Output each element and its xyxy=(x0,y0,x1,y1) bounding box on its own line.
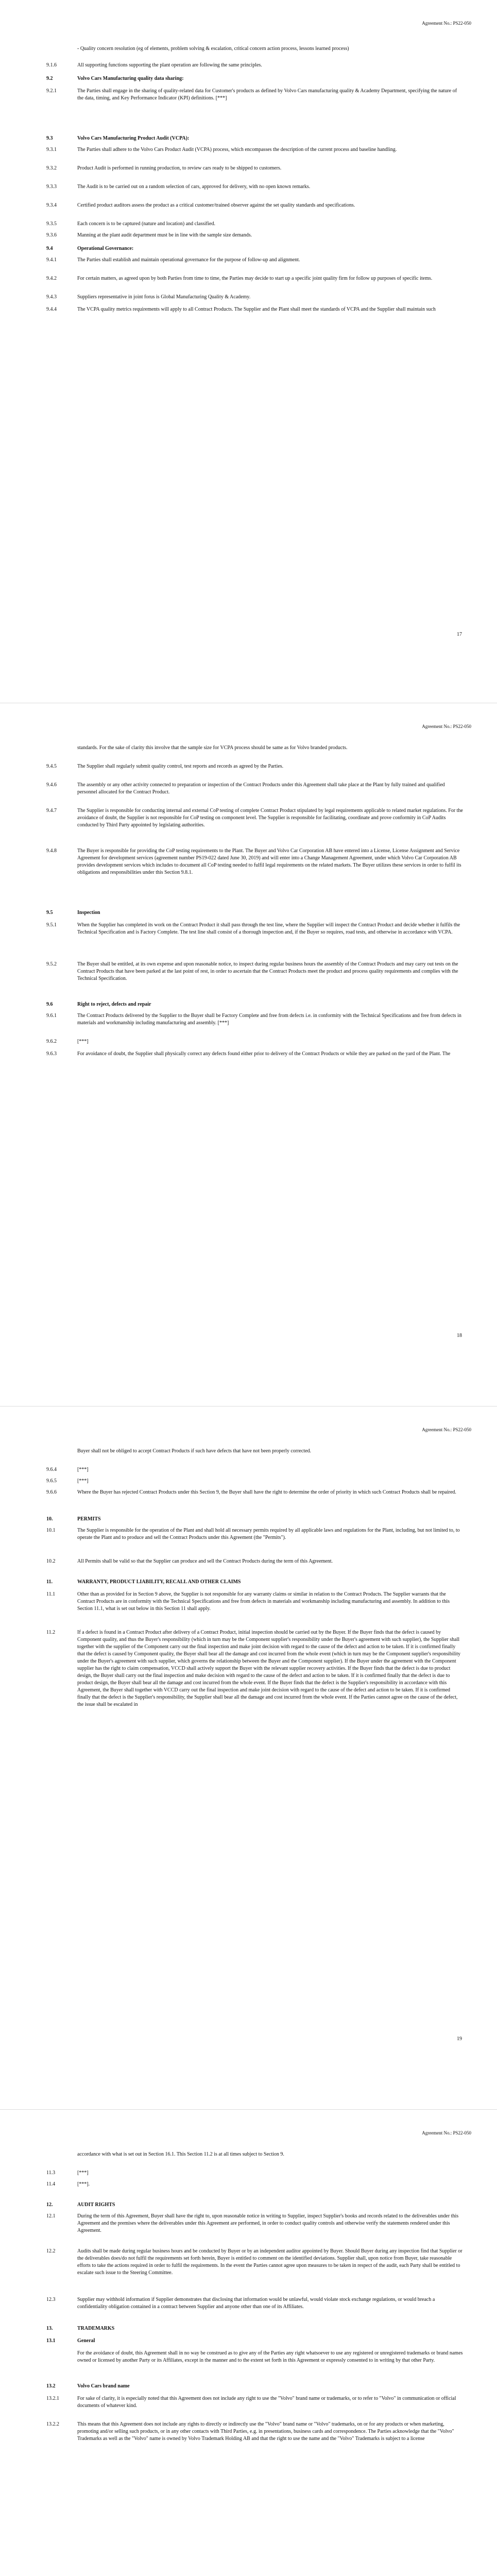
section-number: 9.2.1 xyxy=(46,88,57,94)
section-number: 9.4.4 xyxy=(46,307,57,312)
agreement-number: Agreement No.: PS22-050 xyxy=(422,2130,471,2136)
section-number: 13. xyxy=(46,2326,53,2331)
section-number: 9.3.2 xyxy=(46,165,57,171)
section-text: Other than as provided for in Section 9 above, the Supplier is not responsible for any warranty claims or similar in relation to the Contract Products. The Supplier warrants that the Contract Products are in conformity with the Technical Specifications and free from defects in materials and workmanship including manufacturing and assembly. In addition to this Section 11.1, what is set out below in this Section 11 shall apply. xyxy=(77,1591,450,1612)
section-number: 12. xyxy=(46,2202,53,2208)
section-number: 9.1.6 xyxy=(46,62,57,68)
section-text: Manning at the plant audit department must be in line with the sample size demands. xyxy=(77,232,252,238)
section-number: 12.3 xyxy=(46,2297,56,2302)
section-number: 11. xyxy=(46,1579,53,1585)
section-number: 11.2 xyxy=(46,1630,56,1635)
section-number: 11.1 xyxy=(46,1591,56,1597)
section-text: Certified product auditors assess the product as a critical customer/trained observer against the set quality standards and specifications. xyxy=(77,202,355,208)
section-heading: AUDIT RIGHTS xyxy=(77,2202,115,2208)
section-number: 10.2 xyxy=(46,1558,56,1564)
section-text: Each concern is to be captured (nature and location) and classified. xyxy=(77,221,215,227)
section-number: 9.4.3 xyxy=(46,294,57,300)
section-text: When the Supplier has completed its work on the Contract Product it shall pass through the test line, where the Supplier will inspect the Contract Product and decide whether it fulfils the Technical Specification and is Factory Complete. The test line shall consist of a thorough inspection and, if the Buyer so requires, road tests, and otherwise in accordance with VCPA. xyxy=(77,922,460,935)
section-number: 11.3 xyxy=(46,2170,56,2176)
section-number: 9.6.5 xyxy=(46,1478,57,1484)
section-text: The Parties shall adhere to the Volvo Cars Product Audit (VCPA) process, which encompasses the description of the current process and baseline handling. xyxy=(77,147,397,152)
section-text: Supplier may withhold information if Supplier demonstrates that disclosing that information would be unlawful, would violate stock exchange regulations, or would breach a confidentiality obligation contained in a contract between Supplier and anyone other than one of its Affiliates. xyxy=(77,2297,435,2310)
section-number: 9.6.1 xyxy=(46,1013,57,1019)
document-page-20 xyxy=(0,2110,497,2576)
section-number: 13.2 xyxy=(46,2383,56,2389)
section-text: The Buyer is responsible for providing the CoP testing requirements to the Plant. The Buyer and Volvo Car Corporation AB have entered into a License, License Assignment and Service Agreement for development services (agreement number PS19-022 dated June 30, 2019) and will enter into a Change Management Agreement, under which Volvo Car Corporation AB provides development services which includes to document all CoP testing needed to fulfil legal requirements on the related markets. The Buyer utilizes these services in order to fulfil its obligations and responsibilities under this Section 9.8.1. xyxy=(77,848,461,875)
section-number: 9.4.7 xyxy=(46,808,57,814)
section-text: Suppliers representative in joint forus is Global Manufacturing Quality & Academy. xyxy=(77,294,251,300)
section-number: 9.3.5 xyxy=(46,221,57,227)
section-text: [***] xyxy=(77,1039,89,1044)
section-text: The Supplier is responsible for the operation of the Plant and shall hold all necessary permits required by all applicable laws and regulations for the Plant, including, but not limited to, to operate the Plant and to produce and sell the Contract Products under this Agreement (the "Permits"). xyxy=(77,1528,460,1540)
section-text: The VCPA quality metrics requirements will apply to all Contract Products. The Supplier and the Plant shall meet the standards of VCPA and the Supplier shall maintain such xyxy=(77,307,436,312)
section-heading: TRADEMARKS xyxy=(77,2326,115,2331)
section-heading: WARRANTY, PRODUCT LIABILITY, RECALL AND OTHER CLAIMS xyxy=(77,1579,241,1585)
section-text: For certain matters, as agreed upon by both Parties from time to time, the Parties may decide to start up a specific joint quality firm for follow up purposes of specific items. xyxy=(77,276,433,281)
section-text: The Audit is to be carried out on a random selection of cars, approved for delivery, with no open known remarks. xyxy=(77,184,311,190)
page-number: 19 xyxy=(457,2036,462,2042)
section-text: The Contract Products delivered by the Supplier to the Buyer shall be Factory Complete and free from defects i.e. in conformity with the Technical Specifications and free from defects in materials and workmanship including manufacturing and assembly. [***] xyxy=(77,1013,461,1026)
section-number: 12.2 xyxy=(46,2248,56,2254)
section-text: All supporting functions supporting the plant operation are following the same principles. xyxy=(77,62,262,68)
section-text: Audits shall be made during regular business hours and be conducted by Buyer or by an independent auditor appointed by Buyer. Should Buyer during any inspection find that Supplier or the deliverables does/do not fulfil the requirements set forth herein, Buyer is entitled to comment on the identified deviations. Supplier shall, upon notice from Buyer, take reasonable efforts to take the actions required in order to fulfil the requirements. In the event the Parties cannot agree upon measures to be taken in respect of the audit, each Party shall be entitled to escalate such issue to the Steering Committee. xyxy=(77,2248,462,2276)
section-number: 9.4.5 xyxy=(46,764,57,769)
section-text: During the term of this Agreement, Buyer shall have the right to, upon reasonable notice in writing to Supplier, inspect Supplier's books and records related to the deliverables under this Agreement and the premises where the deliverables under this Agreement are performed, in order to conduct quality controls and otherwise verify the statements rendered under this Agreement. xyxy=(77,2213,459,2233)
section-heading: Inspection xyxy=(77,910,100,916)
section-number: 13.1 xyxy=(46,2338,56,2344)
section-number: 9.3.1 xyxy=(46,147,57,152)
section-number: 13.2.2 xyxy=(46,2421,59,2427)
agreement-number: Agreement No.: PS22-050 xyxy=(422,1427,471,1432)
section-text: All Permits shall be valid so that the Supplier can produce and sell the Contract Products during the term of this Agreement. xyxy=(77,1558,333,1564)
section-text: If a defect is found in a Contract Product after delivery of a Contract Product, initial inspection should be carried out by the Buyer. If the Buyer finds that the defect is caused by Component quality, and thus the Buyer's responsibility (which in turn may be the Component supplier's responsibility under the Buyer's agreement with such supplier), the Supplier shall together with the supplier of the Component carry out the final inspection and make joint decision with regard to the cause of the defect and action to be taken. If it is confirmed finally that the defect is caused by Component quality, the Buyer shall bear all the damage and cost incurred from the whole event (which in turn may be the Component supplier's responsibility under the Buyer's agreement with such supplier, which governs the relationship between the Buyer and the Component supplier). If the Buyer under the agreement with the Component supplier has the right to claim compensation, VCCD shall actively support the Buyer with the relevant supplier recovery activities. If the Buyer finds that the defect is due to product design, the Buyer shall carry out the final inspection and make decision with regard to the cause of the defect and action to be taken. If it is confirmed finally that the defect is due to product design, the Buyer shall bear all the damage and cost incurred from the whole event. If the Buyer finds that the defect is the Supplier's responsibility in accordance with this Agreement, the Buyer shall together with VCCD carry out the final inspection and make joint decision with regard to the cause of the defect and action to be taken. If it is confirmed finally that the defect is the Supplier's responsibility, the Supplier shall bear all the damage and cost incurred from the whole event. If the Parties cannot agree on the cause of the defect, the issue shall be escalated in xyxy=(77,1630,461,1707)
section-text: The Supplier shall regularly submit quality control, test reports and records as agreed by the Parties. xyxy=(77,764,284,769)
section-text: The assembly or any other activity connected to preparation or inspection of the Contract Products under this Agreement shall take place at the Plant by fully trained and qualified personnel allocated for the Contract Product. xyxy=(77,782,445,795)
agreement-number: Agreement No.: PS22-050 xyxy=(422,21,471,26)
section-heading: Operational Governance: xyxy=(77,246,134,251)
section-number: 9.4.2 xyxy=(46,276,57,281)
agreement-number: Agreement No.: PS22-050 xyxy=(422,724,471,729)
section-heading: Right to reject, defects and repair xyxy=(77,1002,151,1007)
section-number: 9.6.2 xyxy=(46,1039,57,1044)
section-text: For avoidance of doubt, the Supplier shall physically correct any defects found either prior to delivery of the Contract Products or while they are parked on the yard of the Plant. The xyxy=(77,1051,451,1057)
section-text: [***] xyxy=(77,2170,89,2176)
section-text: For the avoidance of doubt, this Agreement shall in no way be construed as to give any of the Parties any right whatsoever to use any registered or unregistered trademarks or brand names owned or licensed by another Party or its Affiliates, except in the manner and to the extent set forth in this Agreement or expressly consented to in writing by that other Party. xyxy=(77,2350,463,2363)
continued-paragraph: - Quality concern resolution (eg of elements, problem solving & escalation, critical concern action process, lessons learned process) xyxy=(77,46,349,52)
section-number: 9.3.3 xyxy=(46,184,57,190)
page-number: 18 xyxy=(457,1333,462,1338)
section-text: The Parties shall engage in the sharing of quality-related data for Customer's products as defined by Volvo Cars manufacturing quality & Academy Department, specifying the nature of the data, timing, and Key Performance Indicator (KPI) definitions. [***] xyxy=(77,88,457,101)
section-number: 9.4.1 xyxy=(46,257,57,263)
section-text: Where the Buyer has rejected Contract Products under this Section 9, the Buyer shall have the right to determine the order of priority in which such Contract Products shall be repaired. xyxy=(77,1489,456,1495)
page-number: 17 xyxy=(457,632,462,637)
section-text: The Parties shall establish and maintain operational governance for the purpose of follow-up and alignment. xyxy=(77,257,300,263)
section-heading: Volvo Cars brand name xyxy=(77,2383,130,2389)
section-number: 9.4.8 xyxy=(46,848,57,854)
section-number: 9.5.1 xyxy=(46,922,57,928)
section-text: [***]. xyxy=(77,2181,90,2187)
section-number: 9.6.3 xyxy=(46,1051,57,1057)
section-text: Product Audit is performed in running production, to review cars ready to be shipped to customers. xyxy=(77,165,282,171)
document-page-17 xyxy=(0,0,497,703)
section-number: 9.5 xyxy=(46,910,53,916)
section-number: 9.6 xyxy=(46,1002,53,1007)
section-number: 9.3.6 xyxy=(46,232,57,238)
section-text: [***] xyxy=(77,1478,89,1484)
section-number: 9.4 xyxy=(46,246,53,251)
section-number: 13.2.1 xyxy=(46,2396,59,2401)
section-number: 12.1 xyxy=(46,2213,56,2219)
section-number: 9.6.4 xyxy=(46,1467,57,1472)
section-text: For sake of clarity, it is especially noted that this Agreement does not include any right to use the "Volvo" brand name or trademarks, or to refer to "Volvo" in communication or official documents of whatever kind. xyxy=(77,2396,456,2409)
section-number: 9.6.6 xyxy=(46,1489,57,1495)
continued-paragraph: accordance with what is set out in Section 16.1. This Section 11.2 is at all times subject to Section 9. xyxy=(77,2151,284,2157)
section-number: 10.1 xyxy=(46,1528,56,1533)
section-heading: PERMITS xyxy=(77,1516,101,1522)
section-heading: Volvo Cars Manufacturing Product Audit (VCPA): xyxy=(77,135,190,141)
continued-paragraph: Buyer shall not be obliged to accept Contract Products if such have defects that have not been properly corrected. xyxy=(77,1448,312,1454)
section-heading: General xyxy=(77,2338,95,2344)
section-number: 10. xyxy=(46,1516,53,1522)
document-page-18 xyxy=(0,703,497,1406)
section-text: This means that this Agreement does not include any rights to directly or indirectly use the "Volvo" brand name or "Volvo" trademarks, on or for any products or when marketing, promoting and/or selling such products, or in any other contacts with Third Parties, e.g. in presentations, business cards and correspondence. The Parties acknowledge that the "Volvo" Trademarks as well as the "Volvo" name is owned by Volvo Trademark Holding AB and that the right to use the name and the "Volvo" Trademarks is subject to a license xyxy=(77,2421,454,2442)
document-page-19 xyxy=(0,1406,497,2110)
section-number: 9.3.4 xyxy=(46,202,57,208)
continued-paragraph: standards. For the sake of clarity this involve that the sample size for VCPA process should be same as for Volvo branded products. xyxy=(77,745,348,751)
section-heading: Volvo Cars Manufacturing quality data sharing: xyxy=(77,76,184,81)
section-number: 9.2 xyxy=(46,76,53,81)
section-number: 9.4.6 xyxy=(46,782,57,788)
section-text: The Buyer shall be entitled, at its own expense and upon reasonable notice, to inspect during regular business hours the assembly of the Contract Products and may carry out tests on the Contract Products that have been parked at the last point of rest, in order to ascertain that the Contract Products meet the product and process quality requirements and complies with the Technical Specification. xyxy=(77,961,458,981)
section-text: The Supplier is responsible for conducting internal and external CoP testing of complete Contract Product stipulated by legal requirements applicable to related market regulations. For the avoidance of doubt, the Supplier is not responsible for CoP testing on component level. The Supplier is responsible for facilitating, coordinate and prove conformity in CoP Audits conducted by Third Party appointed by legislating authorities. xyxy=(77,808,463,828)
section-number: 11.4 xyxy=(46,2181,56,2187)
section-text: [***] xyxy=(77,1467,89,1472)
section-number: 9.3 xyxy=(46,135,53,141)
section-number: 9.5.2 xyxy=(46,961,57,967)
